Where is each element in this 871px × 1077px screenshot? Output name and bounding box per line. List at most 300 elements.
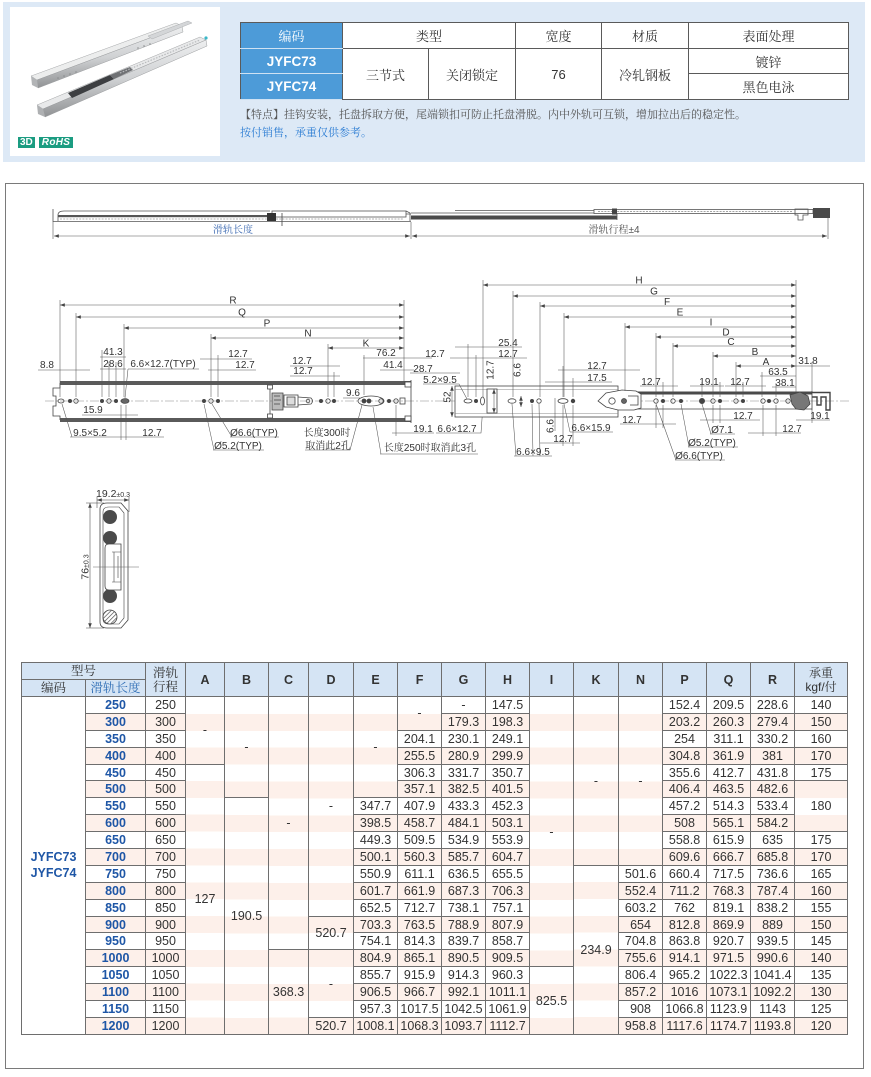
cell-Q: 260.3 bbox=[707, 713, 751, 730]
table-row bbox=[22, 882, 848, 899]
hole bbox=[387, 399, 390, 402]
cell-travel: 600 bbox=[146, 815, 186, 832]
header-model: 型号 bbox=[22, 663, 146, 680]
lock-mechanism bbox=[272, 393, 313, 410]
header-H: H bbox=[486, 663, 530, 697]
spec-type-lock: 关闭锁定 bbox=[429, 49, 516, 100]
cell-G: 687.3 bbox=[442, 882, 486, 899]
cell-R: 482.6 bbox=[751, 781, 795, 798]
cell-travel: 1050 bbox=[146, 967, 186, 984]
cell-travel: 500 bbox=[146, 781, 186, 798]
cell-load: 150 bbox=[795, 916, 848, 933]
cell-G: 1042.5 bbox=[442, 1001, 486, 1018]
table-row bbox=[22, 984, 848, 1001]
cell-R: 279.4 bbox=[751, 713, 795, 730]
cell-travel: 250 bbox=[146, 697, 186, 714]
cell-P: 812.8 bbox=[663, 916, 707, 933]
cell-H: 1061.9 bbox=[486, 1001, 530, 1018]
cell-R: 635 bbox=[751, 832, 795, 849]
cell-R: 889 bbox=[751, 916, 795, 933]
cell-load: 135 bbox=[795, 967, 848, 984]
cell-load: 165 bbox=[795, 865, 848, 882]
cell-R: 1092.2 bbox=[751, 984, 795, 1001]
header-F: F bbox=[398, 663, 442, 697]
cell-E: 906.5 bbox=[354, 984, 398, 1001]
hole bbox=[679, 399, 682, 402]
cell-F: 1017.5 bbox=[398, 1001, 442, 1018]
dim-label-19-1: 19.1 bbox=[810, 411, 830, 422]
cell-G: - bbox=[442, 697, 486, 714]
cell-Q: 615.9 bbox=[707, 832, 751, 849]
table-row bbox=[22, 798, 848, 815]
cell-H: 350.7 bbox=[486, 764, 530, 781]
cell-R: 736.6 bbox=[751, 865, 795, 882]
cell-Q: 819.1 bbox=[707, 899, 751, 916]
dim-label-dia-5-2: Ø5.2(TYP) bbox=[688, 438, 736, 449]
table-row bbox=[22, 899, 848, 916]
cell-travel: 450 bbox=[146, 764, 186, 781]
cell-travel: 650 bbox=[146, 832, 186, 849]
cell-Q: 869.9 bbox=[707, 916, 751, 933]
front-bracket bbox=[53, 383, 60, 420]
cell-P: 457.2 bbox=[663, 798, 707, 815]
cell-travel: 350 bbox=[146, 730, 186, 747]
hole bbox=[362, 399, 366, 403]
cell-H: 147.5 bbox=[486, 697, 530, 714]
merged-cell-I: - bbox=[530, 697, 574, 967]
hole bbox=[661, 399, 664, 402]
cell-F: 661.9 bbox=[398, 882, 442, 899]
cell-rail-length: 750 bbox=[86, 865, 146, 882]
cell-H: 807.9 bbox=[486, 916, 530, 933]
table-row bbox=[22, 1017, 848, 1034]
divider-tab bbox=[268, 385, 273, 389]
cell-R: 330.2 bbox=[751, 730, 795, 747]
cell-H: 401.5 bbox=[486, 781, 530, 798]
dim-label-15-9: 15.9 bbox=[83, 405, 103, 416]
note-length-300: 长度300时 bbox=[303, 428, 351, 439]
cell-R: 685.8 bbox=[751, 849, 795, 866]
cell-R: 1193.8 bbox=[751, 1017, 795, 1034]
cell-H: 960.3 bbox=[486, 967, 530, 984]
dim-label-H: H bbox=[635, 275, 643, 287]
spec-code-jyfc73: JYFC73 bbox=[241, 49, 343, 74]
cell-F: 407.9 bbox=[398, 798, 442, 815]
cell-H: 299.9 bbox=[486, 747, 530, 764]
note-remove-2-holes: 取消此2孔 bbox=[305, 441, 351, 452]
cell-travel: 400 bbox=[146, 747, 186, 764]
cell-E: 957.3 bbox=[354, 1001, 398, 1018]
3d-badge: 3D bbox=[20, 137, 33, 148]
cell-E: 347.7 bbox=[354, 798, 398, 815]
divider-tab bbox=[268, 414, 273, 418]
cell-F: 814.3 bbox=[398, 933, 442, 950]
header-travel bbox=[146, 663, 186, 697]
dim-label-12-7: 12.7 bbox=[587, 361, 607, 372]
dim-label-12-7: 12.7 bbox=[782, 424, 802, 435]
cell-load: 155 bbox=[795, 899, 848, 916]
cell-R: 431.8 bbox=[751, 764, 795, 781]
dim-label-63-5: 63.5 bbox=[768, 367, 788, 378]
cell-load: 170 bbox=[795, 747, 848, 764]
cell-G: 331.7 bbox=[442, 764, 486, 781]
cell-load: 150 bbox=[795, 713, 848, 730]
cell-N: 704.8 bbox=[619, 933, 663, 950]
header-load-line2: kgf/付 bbox=[805, 679, 837, 694]
table-row bbox=[22, 781, 848, 798]
spec-header-code: 编码 bbox=[241, 23, 343, 49]
dim-label-52-vertical: 52 bbox=[442, 391, 454, 403]
table-row bbox=[22, 764, 848, 781]
cell-load: 145 bbox=[795, 933, 848, 950]
cell-travel: 800 bbox=[146, 882, 186, 899]
cell-Q: 666.7 bbox=[707, 849, 751, 866]
dim-label-dia-6-6: Ø6.6(TYP) bbox=[230, 428, 278, 439]
hole bbox=[699, 398, 704, 403]
hole bbox=[474, 399, 477, 402]
dim-label-Q: Q bbox=[238, 307, 246, 319]
dim-label-slot-6-6x12-7: 6.6×12.7 bbox=[437, 424, 477, 435]
table-row bbox=[22, 730, 848, 747]
hole bbox=[530, 399, 533, 402]
cell-G: 636.5 bbox=[442, 865, 486, 882]
cell-load: 140 bbox=[795, 697, 848, 714]
cell-F: 204.1 bbox=[398, 730, 442, 747]
cell-H: 198.3 bbox=[486, 713, 530, 730]
cell-load: 130 bbox=[795, 984, 848, 1001]
table-header-row bbox=[22, 663, 848, 680]
cell-load: 160 bbox=[795, 882, 848, 899]
cell-Q: 768.3 bbox=[707, 882, 751, 899]
merged-cell-D: 520.7 bbox=[309, 1017, 354, 1034]
cell-F: 306.3 bbox=[398, 764, 442, 781]
cell-Q: 361.9 bbox=[707, 747, 751, 764]
cell-Q: 463.5 bbox=[707, 781, 751, 798]
header-C: C bbox=[269, 663, 309, 697]
feature-description: 【特点】挂钩安装，托盘拆取方便，尾端锁扣可防止托盘滑脱。内中外轨可互锁，增加拉出后的稳定性。 bbox=[240, 108, 746, 121]
table-row bbox=[22, 950, 848, 967]
cell-Q: 1123.9 bbox=[707, 1001, 751, 1018]
cell-H: 909.5 bbox=[486, 950, 530, 967]
header-travel-line1: 滑轨 bbox=[153, 665, 179, 680]
cell-E: 1008.1 bbox=[354, 1017, 398, 1034]
dim-label-28-6: 28.6 bbox=[103, 359, 123, 370]
cell-P: 355.6 bbox=[663, 764, 707, 781]
section-width-tolerance: ±0.3 bbox=[116, 492, 131, 499]
merged-cell-D: - bbox=[309, 950, 354, 1018]
spec-surface-black: 黑色电泳 bbox=[689, 74, 849, 100]
dim-label-slot-6-6x9-5: 6.6×9.5 bbox=[516, 447, 550, 458]
rail-end-cap bbox=[406, 211, 411, 221]
ball-bearing bbox=[103, 510, 117, 524]
cell-load: 175 bbox=[795, 832, 848, 849]
dim-label-41-3: 41.3 bbox=[103, 347, 123, 358]
spec-surface-zinc: 镀锌 bbox=[689, 49, 849, 74]
cell-N: 958.8 bbox=[619, 1017, 663, 1034]
cell-N: 654 bbox=[619, 916, 663, 933]
dim-label-76-2: 76.2 bbox=[376, 348, 396, 359]
cell-rail-length: 950 bbox=[86, 933, 146, 950]
section-height-value: 76 bbox=[79, 567, 92, 580]
travel-label: 滑轨行程±4 bbox=[588, 225, 640, 236]
note-length-250: 长度250时取消此3孔 bbox=[383, 443, 477, 454]
cell-rail-length: 1050 bbox=[86, 967, 146, 984]
dim-label-9-6: 9.6 bbox=[346, 388, 360, 399]
cell-load: 160 bbox=[795, 730, 848, 747]
cell-travel: 950 bbox=[146, 933, 186, 950]
cell-rail-length: 400 bbox=[86, 747, 146, 764]
header-travel-line2: 行程 bbox=[153, 679, 179, 694]
table-row bbox=[22, 1001, 848, 1018]
dim-label-31-8: 31.8 bbox=[798, 356, 818, 367]
cell-travel: 900 bbox=[146, 916, 186, 933]
dim-label-19-1: 19.1 bbox=[699, 377, 719, 388]
section-width-label bbox=[96, 488, 130, 500]
merged-cell-I: 825.5 bbox=[530, 967, 574, 1035]
cell-Q: 514.3 bbox=[707, 798, 751, 815]
cell-load: 120 bbox=[795, 1017, 848, 1034]
cell-H: 553.9 bbox=[486, 832, 530, 849]
dim-label-P: P bbox=[263, 318, 271, 330]
ball-bearing bbox=[103, 589, 117, 603]
table-row bbox=[22, 747, 848, 764]
cell-R: 228.6 bbox=[751, 697, 795, 714]
end-tab bbox=[405, 416, 411, 421]
cell-E: 855.7 bbox=[354, 967, 398, 984]
dim-label-slot-typ: 6.6×12.7(TYP) bbox=[130, 359, 196, 370]
cell-P: 558.8 bbox=[663, 832, 707, 849]
cell-rail-length: 900 bbox=[86, 916, 146, 933]
cell-F: 255.5 bbox=[398, 747, 442, 764]
cell-E: 601.7 bbox=[354, 882, 398, 899]
cell-load: 170 bbox=[795, 849, 848, 866]
dim-label-F: F bbox=[663, 297, 671, 308]
slot-hole bbox=[121, 399, 129, 404]
dim-label-K: K bbox=[362, 338, 370, 350]
header-rail-length: 滑轨长度 bbox=[86, 680, 146, 697]
cell-travel: 1000 bbox=[146, 950, 186, 967]
spec-header-material: 材质 bbox=[602, 23, 689, 49]
cell-rail-length: 1000 bbox=[86, 950, 146, 967]
cell-P: 863.8 bbox=[663, 933, 707, 950]
cell-F: 357.1 bbox=[398, 781, 442, 798]
rail-length-label: 滑轨长度 bbox=[213, 225, 253, 236]
spec-header-width: 宽度 bbox=[516, 23, 602, 49]
cell-H: 706.3 bbox=[486, 882, 530, 899]
dim-label-N: N bbox=[304, 328, 312, 340]
merged-cell-D: 520.7 bbox=[309, 916, 354, 950]
cell-R: 584.2 bbox=[751, 815, 795, 832]
hole bbox=[332, 399, 335, 402]
dim-label-12-7: 12.7 bbox=[292, 356, 312, 367]
cell-P: 152.4 bbox=[663, 697, 707, 714]
dim-label-B: B bbox=[751, 347, 759, 358]
hole bbox=[741, 399, 744, 402]
code-jyfc73: JYFC73 bbox=[30, 850, 77, 865]
cell-rail-length: 250 bbox=[86, 697, 146, 714]
cell-R: 1041.4 bbox=[751, 967, 795, 984]
dim-label-slot-6-6x15-9: 6.6×15.9 bbox=[571, 423, 611, 434]
ball-bearing bbox=[103, 531, 117, 545]
code-jyfc74: JYFC74 bbox=[30, 866, 77, 881]
cell-P: 914.1 bbox=[663, 950, 707, 967]
cell-P: 1016 bbox=[663, 984, 707, 1001]
dim-label-12-7: 12.7 bbox=[293, 366, 313, 377]
cell-Q: 1174.7 bbox=[707, 1017, 751, 1034]
merged-cell-F: - bbox=[398, 697, 442, 731]
cell-R: 1143 bbox=[751, 1001, 795, 1018]
cell-N: 501.6 bbox=[619, 865, 663, 882]
cell-load: 175 bbox=[795, 764, 848, 781]
table-row bbox=[22, 865, 848, 882]
cell-F: 712.7 bbox=[398, 899, 442, 916]
merged-cell-C: 368.3 bbox=[269, 950, 309, 1034]
cell-H: 249.1 bbox=[486, 730, 530, 747]
hole bbox=[114, 399, 117, 402]
dim-label-12-7: 12.7 bbox=[235, 360, 255, 371]
cell-rail-length: 650 bbox=[86, 832, 146, 849]
dimension-labels bbox=[40, 276, 830, 463]
dim-label-dia-6-6: Ø6.6(TYP) bbox=[675, 451, 723, 462]
cell-P: 203.2 bbox=[663, 713, 707, 730]
cell-F: 560.3 bbox=[398, 849, 442, 866]
ball-bearing bbox=[103, 610, 117, 624]
header-load bbox=[795, 663, 848, 697]
spec-width: 76 bbox=[516, 49, 602, 100]
table-row bbox=[22, 916, 848, 933]
cell-F: 458.7 bbox=[398, 815, 442, 832]
cell-travel: 300 bbox=[146, 713, 186, 730]
hole bbox=[68, 399, 71, 402]
cell-H: 1112.7 bbox=[486, 1017, 530, 1034]
outer-rail-channel bbox=[58, 215, 270, 217]
cell-Q: 311.1 bbox=[707, 730, 751, 747]
section-height-tolerance: ±0.3 bbox=[83, 554, 91, 568]
cell-E: 754.1 bbox=[354, 933, 398, 950]
rohs-badge: RoHS bbox=[39, 137, 73, 148]
merged-cell-C: - bbox=[269, 697, 309, 950]
cell-rail-length: 350 bbox=[86, 730, 146, 747]
cell-rail-length: 700 bbox=[86, 849, 146, 866]
merged-cell-K: - bbox=[574, 697, 619, 866]
cell-P: 660.4 bbox=[663, 865, 707, 882]
dim-label-12-7: 12.7 bbox=[622, 415, 642, 426]
cell-G: 992.1 bbox=[442, 984, 486, 1001]
cell-H: 503.1 bbox=[486, 815, 530, 832]
cell-F: 915.9 bbox=[398, 967, 442, 984]
header-A: A bbox=[186, 663, 225, 697]
cell-travel: 1100 bbox=[146, 984, 186, 1001]
cell-E: 449.3 bbox=[354, 832, 398, 849]
dim-label-12-7: 12.7 bbox=[730, 377, 750, 388]
dim-label-12-7: 12.7 bbox=[641, 377, 661, 388]
cell-Q: 209.5 bbox=[707, 697, 751, 714]
dim-label-12-7: 12.7 bbox=[228, 349, 248, 360]
header-N: N bbox=[619, 663, 663, 697]
middle-rail-extended bbox=[411, 216, 617, 220]
rear-lock bbox=[790, 392, 810, 410]
dimension-table bbox=[21, 662, 848, 1035]
cell-N: 552.4 bbox=[619, 882, 663, 899]
spec-material: 冷轧钢板 bbox=[602, 49, 689, 100]
cell-P: 762 bbox=[663, 899, 707, 916]
hole bbox=[767, 399, 770, 402]
dim-label-E: E bbox=[676, 307, 684, 319]
cell-R: 381 bbox=[751, 747, 795, 764]
cell-H: 452.3 bbox=[486, 798, 530, 815]
table-row bbox=[22, 815, 848, 832]
cell-F: 1068.3 bbox=[398, 1017, 442, 1034]
cell-rail-length: 1200 bbox=[86, 1017, 146, 1034]
spec-code-jyfc74: JYFC74 bbox=[241, 74, 343, 100]
merged-cell-A: - bbox=[186, 697, 225, 765]
cell-Q: 412.7 bbox=[707, 764, 751, 781]
cell-R: 990.6 bbox=[751, 950, 795, 967]
spec-header-surface: 表面处理 bbox=[689, 23, 849, 49]
cell-F: 509.5 bbox=[398, 832, 442, 849]
cell-P: 1117.6 bbox=[663, 1017, 707, 1034]
hole bbox=[100, 399, 103, 402]
cell-P: 304.8 bbox=[663, 747, 707, 764]
dim-label-12-7: 12.7 bbox=[498, 349, 518, 360]
dim-label-R: R bbox=[229, 295, 237, 307]
hole bbox=[216, 399, 219, 402]
cell-G: 890.5 bbox=[442, 950, 486, 967]
cell-G: 230.1 bbox=[442, 730, 486, 747]
cell-F: 966.7 bbox=[398, 984, 442, 1001]
dim-label-dia-7-1: Ø7.1 bbox=[711, 425, 733, 436]
cell-load: 140 bbox=[795, 950, 848, 967]
rear-hook-block bbox=[813, 208, 830, 218]
cell-travel: 750 bbox=[146, 865, 186, 882]
table-row bbox=[22, 832, 848, 849]
cell-N: 755.6 bbox=[619, 950, 663, 967]
section-height-label bbox=[80, 554, 92, 579]
header-code: 编码 bbox=[22, 680, 86, 697]
cell-Q: 1022.3 bbox=[707, 967, 751, 984]
dim-label-12-7: 12.7 bbox=[553, 434, 573, 445]
middle-rail-body bbox=[272, 211, 406, 217]
cell-R: 838.2 bbox=[751, 899, 795, 916]
cell-travel: 550 bbox=[146, 798, 186, 815]
dim-label-12-7: 12.7 bbox=[733, 411, 753, 422]
cell-H: 1011.1 bbox=[486, 984, 530, 1001]
lever-rivet bbox=[622, 399, 627, 404]
cell-P: 711.2 bbox=[663, 882, 707, 899]
dim-label-dia-5-2: Ø5.2(TYP) bbox=[214, 441, 262, 452]
dim-label-G: G bbox=[650, 286, 658, 298]
cell-H: 858.7 bbox=[486, 933, 530, 950]
cell-R: 787.4 bbox=[751, 882, 795, 899]
cell-travel: 700 bbox=[146, 849, 186, 866]
cell-rail-length: 1100 bbox=[86, 984, 146, 1001]
cell-rail-length: 300 bbox=[86, 713, 146, 730]
hole bbox=[202, 399, 205, 402]
cell-P: 965.2 bbox=[663, 967, 707, 984]
dim-label-38-1: 38.1 bbox=[775, 378, 795, 389]
cell-G: 280.9 bbox=[442, 747, 486, 764]
table-row bbox=[22, 849, 848, 866]
inner-rail-top bbox=[618, 392, 812, 395]
cell-Q: 971.5 bbox=[707, 950, 751, 967]
cell-E: 652.5 bbox=[354, 899, 398, 916]
cell-Q: 1073.1 bbox=[707, 984, 751, 1001]
cell-G: 1093.7 bbox=[442, 1017, 486, 1034]
header-R: R bbox=[751, 663, 795, 697]
cell-F: 763.5 bbox=[398, 916, 442, 933]
hole bbox=[319, 399, 322, 402]
dim-label-D: D bbox=[722, 327, 730, 339]
